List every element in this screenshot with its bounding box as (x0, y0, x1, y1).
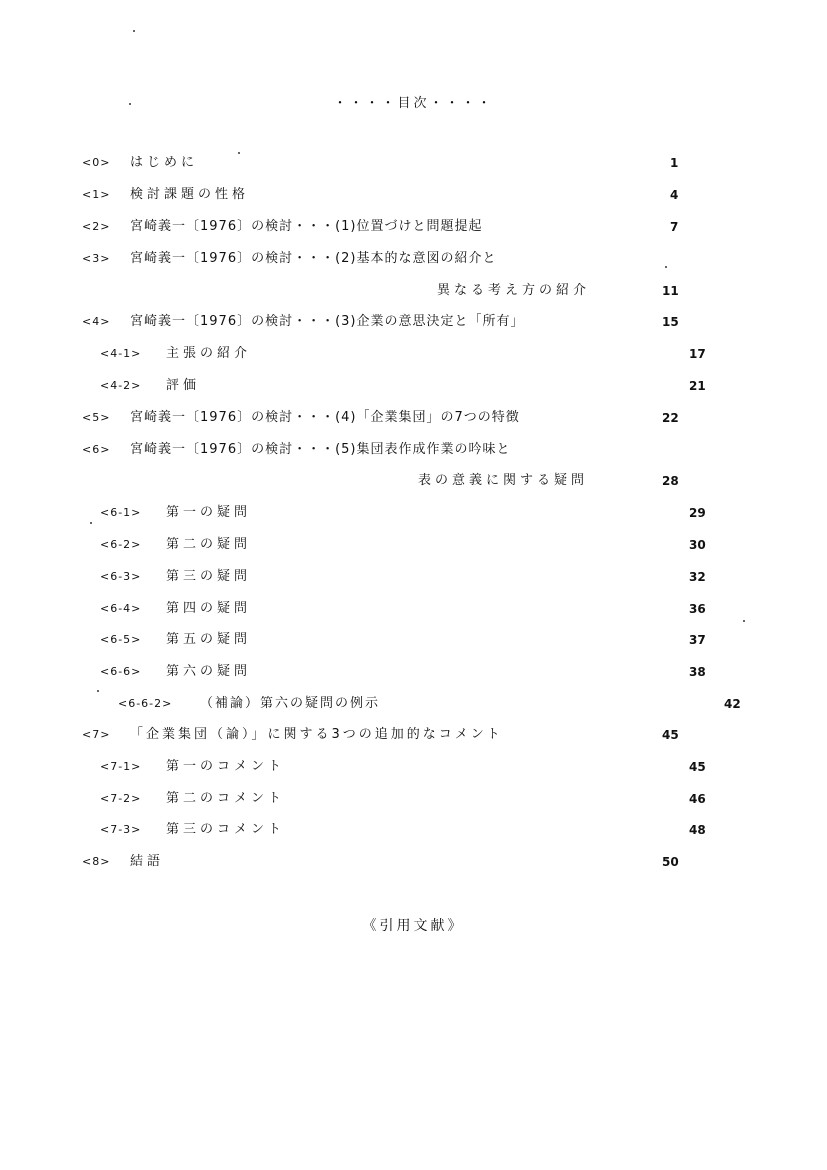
toc-entry (0, 408, 827, 428)
toc-page: 29 (689, 506, 706, 520)
toc-number: <3> (82, 252, 111, 265)
toc-label: 第四の疑問 (166, 601, 252, 616)
toc-label-continuation: 異なる考え方の紹介 (437, 283, 591, 298)
toc-entry (0, 567, 827, 587)
toc-entry (0, 535, 827, 555)
scan-speck (743, 620, 745, 622)
toc-label-continuation: 表の意義に関する疑問 (418, 473, 589, 488)
toc-page: 48 (689, 823, 706, 837)
toc-page: 30 (689, 538, 706, 552)
toc-entry (0, 662, 827, 682)
toc-page: 17 (689, 347, 706, 361)
toc-label: （補論）第六の疑問の例示 (200, 696, 381, 711)
toc-entry (0, 852, 827, 872)
toc-page: 11 (662, 284, 679, 298)
toc-label: 評価 (166, 378, 201, 393)
toc-label: 第三のコメント (166, 822, 286, 837)
toc-label: 検討課題の性格 (130, 187, 250, 202)
toc-entry (0, 153, 827, 173)
toc-number: <1> (82, 188, 111, 201)
toc-label: 第二のコメント (166, 791, 286, 806)
toc-page: 22 (662, 411, 679, 425)
toc-page: 28 (662, 474, 679, 488)
toc-page: 42 (724, 697, 741, 711)
toc-number: <6-5> (100, 633, 142, 646)
toc-label: 第三の疑問 (166, 569, 252, 584)
toc-page: 21 (689, 379, 706, 393)
toc-label: 第五の疑問 (166, 632, 252, 647)
toc-page: 7 (670, 220, 679, 234)
toc-number: <5> (82, 411, 111, 424)
toc-number: <6-6> (100, 665, 142, 678)
toc-entry (0, 630, 827, 650)
toc-page: 46 (689, 792, 706, 806)
toc-label: 第二の疑問 (166, 537, 252, 552)
scan-speck (97, 690, 99, 692)
toc-entry (0, 312, 827, 332)
toc-number: <2> (82, 220, 111, 233)
toc-label: 宮崎義一〔1976〕の検討・・・(4)「企業集団」の7つの特徴 (130, 410, 520, 425)
toc-page: 36 (689, 602, 706, 616)
toc-number: <6-4> (100, 602, 142, 615)
toc-label: はじめに (130, 155, 199, 170)
toc-label: 第一の疑問 (166, 505, 252, 520)
toc-label: 主張の紹介 (166, 346, 252, 361)
toc-number: <4-2> (100, 379, 142, 392)
toc-number: <7-1> (100, 760, 142, 773)
references-heading: 《引用文献》 (362, 918, 465, 934)
toc-page: 37 (689, 633, 706, 647)
toc-entry (0, 249, 827, 269)
toc-number: <4> (82, 315, 111, 328)
toc-entry (0, 757, 827, 777)
toc-entry (0, 440, 827, 460)
toc-number: <7-3> (100, 823, 142, 836)
toc-label: 宮崎義一〔1976〕の検討・・・(1)位置づけと問題提起 (130, 219, 483, 234)
toc-page: 1 (670, 156, 679, 170)
toc-entry (0, 503, 827, 523)
toc-label: 宮崎義一〔1976〕の検討・・・(3)企業の意思決定と「所有」 (130, 314, 525, 329)
toc-number: <6-1> (100, 506, 142, 519)
toc-number: <6-3> (100, 570, 142, 583)
toc-entry (0, 820, 827, 840)
toc-number: <6-2> (100, 538, 142, 551)
toc-entry (0, 344, 827, 364)
toc-page: 45 (662, 728, 679, 742)
toc-label: 「企業集団（論）」に関する3つの追加的なコメント (130, 727, 503, 742)
toc-number: <8> (82, 855, 111, 868)
toc-label: 宮崎義一〔1976〕の検討・・・(5)集団表作成作業の吟味と (130, 442, 511, 457)
toc-page: 32 (689, 570, 706, 584)
toc-entry (0, 217, 827, 237)
toc-page: 50 (662, 855, 679, 869)
toc-page: 4 (670, 188, 679, 202)
toc-number: <6> (82, 443, 111, 456)
toc-entry (0, 789, 827, 809)
toc-title: ・・・・目次・・・・ (333, 96, 494, 111)
toc-label: 第六の疑問 (166, 664, 252, 679)
toc-page: 38 (689, 665, 706, 679)
toc-label: 宮崎義一〔1976〕の検討・・・(2)基本的な意図の紹介と (130, 251, 497, 266)
toc-entry (0, 599, 827, 619)
toc-number: <7-2> (100, 792, 142, 805)
toc-page: 15 (662, 315, 679, 329)
scan-speck (133, 30, 135, 32)
toc-entry (0, 694, 827, 714)
toc-entry (0, 725, 827, 745)
toc-page: 45 (689, 760, 706, 774)
toc-number: <7> (82, 728, 111, 741)
toc-number: <4-1> (100, 347, 142, 360)
toc-label: 結語 (130, 854, 165, 869)
toc-entry (0, 376, 827, 396)
toc-entry (0, 185, 827, 205)
toc-number: <6-6-2> (118, 697, 173, 710)
toc-label: 第一のコメント (166, 759, 286, 774)
toc-number: <0> (82, 156, 111, 169)
